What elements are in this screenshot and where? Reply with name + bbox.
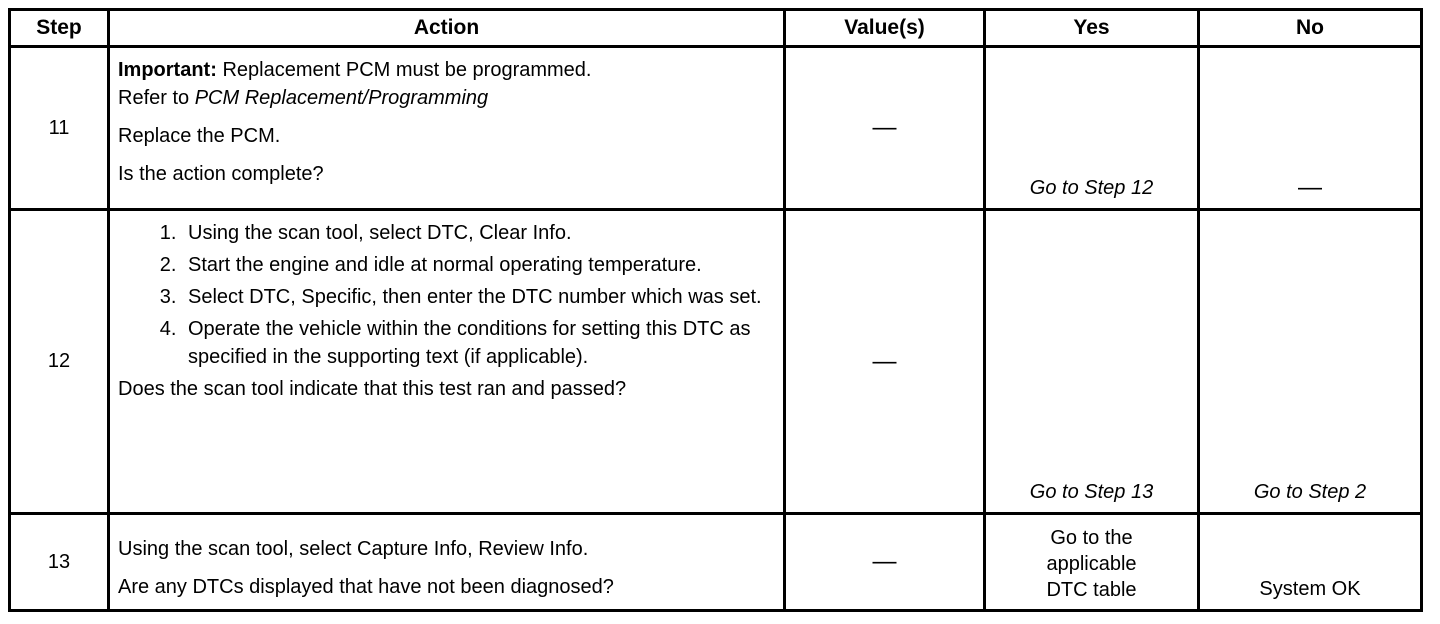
header-yes: Yes	[985, 10, 1199, 47]
yes-outcome-link[interactable]	[986, 525, 1197, 609]
value-dash: —	[872, 347, 897, 375]
diagnostic-table	[8, 8, 1423, 612]
value-cell	[785, 47, 985, 210]
yes-cell	[985, 514, 1199, 611]
value-cell	[785, 210, 985, 514]
no-cell	[1199, 210, 1422, 514]
action-cell	[109, 47, 785, 210]
procedure-item: 2. Start the engine and idle at normal operating temperature.	[182, 251, 777, 279]
procedure-item: 4. Operate the vehicle within the conditions for setting this DTC as specified in the supporting text (if applicable).	[182, 315, 777, 371]
no-cell	[1199, 47, 1422, 210]
refer-prefix: Refer to	[118, 87, 190, 109]
question-text: Is the action complete?	[118, 163, 324, 185]
important-text: Replacement PCM must be programmed.	[222, 59, 592, 81]
table-row-step-13	[10, 514, 1422, 611]
no-outcome-link[interactable]: Go to Step 2	[1253, 481, 1367, 503]
table-row-step-12	[10, 210, 1422, 514]
value-dash: —	[872, 548, 897, 575]
step-number: 13	[10, 514, 109, 611]
step-number: 11	[10, 47, 109, 210]
question-text: Does the scan tool indicate that this test ran and passed?	[118, 378, 627, 400]
important-label: Important:	[118, 59, 217, 81]
table-row-step-11	[10, 47, 1422, 210]
procedure-item: 1. Using the scan tool, select DTC, Clear Info.	[182, 219, 777, 247]
no-cell	[1199, 514, 1422, 611]
header-step: Step	[10, 10, 109, 47]
refer-line	[118, 84, 777, 112]
refer-link[interactable]: PCM Replacement/Programming	[194, 87, 489, 109]
header-values: Value(s)	[785, 10, 985, 47]
value-dash: —	[872, 114, 897, 141]
header-action: Action	[109, 10, 785, 47]
procedure-item: 3. Select DTC, Specific, then enter the DTC number which was set.	[182, 283, 777, 311]
action-line: Replace the PCM.	[118, 125, 281, 147]
yes-line: Go to the	[1050, 527, 1133, 549]
no-outcome: —	[1298, 174, 1322, 201]
value-cell	[785, 514, 985, 611]
yes-outcome-link[interactable]: Go to Step 13	[1029, 481, 1154, 503]
yes-outcome-link[interactable]: Go to Step 12	[1029, 177, 1154, 199]
step-number: 12	[10, 210, 109, 514]
important-note	[118, 56, 777, 84]
question-text: Are any DTCs displayed that have not been diagnosed?	[118, 576, 614, 598]
header-no: No	[1199, 10, 1422, 47]
action-cell	[109, 514, 785, 611]
yes-cell	[985, 47, 1199, 210]
action-line: Using the scan tool, select Capture Info, Review Info.	[118, 538, 589, 560]
action-cell	[109, 210, 785, 514]
yes-cell	[985, 210, 1199, 514]
procedure-list	[118, 219, 777, 371]
yes-line: DTC table	[1046, 579, 1137, 601]
no-outcome: System OK	[1259, 578, 1361, 600]
header-row	[10, 10, 1422, 47]
yes-line: applicable	[1046, 553, 1137, 575]
